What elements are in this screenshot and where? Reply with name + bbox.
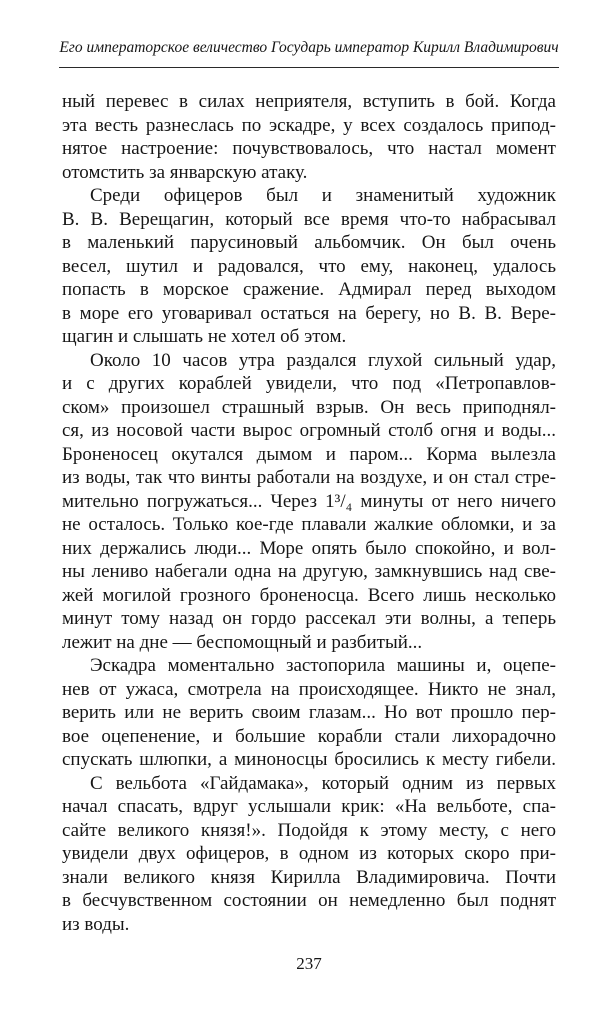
text-line: увидели двух офицеров, в одном из которых скоро при- [62,843,556,864]
text-line: Среди офицеров был и знаменитый художник [90,185,556,206]
text-line: ся, из носовой части вырос огромный столб огня и воды... [62,420,556,441]
text-line: в море его уговаривал остаться на берегу, но В. В. Вере- [62,302,556,324]
text-line: лежит на дне — беспомощный и разбитый... [62,631,423,653]
text-line: отомстить за январскую атаку. [62,161,308,183]
text-line: нятое настроение: почувствовалось, что настал момент [62,138,556,159]
body-text [62,90,556,936]
text-line: попасть в морское сражение. Адмирал перед выходом [62,279,556,300]
text-line: Эскадра моментально застопорила машины и, оцепе- [90,655,556,676]
text-line: из воды. [62,913,130,935]
text-line: из воды, так что винты работали на воздухе, и он стал стре- [62,467,556,488]
text-line: в маленький парусиновый альбомчик. Он был очень [62,232,556,253]
text-line: не осталось. Только кое-где плавали жалкие обломки, и за [62,514,556,535]
paragraph [62,654,556,772]
text-line: спускать шлюпки, а миноносцы бросились к месту гибели. [62,749,556,770]
text-line: верить или не верить своим глазам... Но вот прошло пер- [62,702,556,723]
text-line: ском» произошел страшный взрыв. Он весь приподнял- [62,396,556,418]
text-line: В. В. Верещагин, который все время что-то набрасывал [62,208,556,230]
text-line: ны лениво набегали одна на другую, замкнувшись над све- [62,561,556,582]
paragraph [62,90,556,184]
text-line: ный перевес в силах неприятеля, вступить в бой. Когда [62,91,556,112]
paragraph [62,184,556,349]
text-line: мительно погружаться... Через 1³/₄ минуты от него ничего [62,490,556,512]
text-line: знали великого князя Кирилла Владимировича. Почти [62,866,556,888]
text-line: Около 10 часов утра раздался глухой сильный удар, [90,349,556,371]
paragraph [62,349,556,655]
text-line: эта весть разнеслась по эскадре, у всех создалось припод- [62,114,556,136]
text-line: вое оцепенение, и большие корабли стали лихорадочно [62,725,556,747]
text-line: весел, шутил и радовался, что ему, наконец, удалось [62,255,556,277]
text-line: и с других кораблей увидели, что под «Петропавлов- [62,373,556,394]
running-head: Его императорское величество Государь император Кирилл Владимирович [59,39,559,56]
text-line: начал спасать, вдруг услышали крик: «На вельботе, спа- [62,796,556,817]
header-rule [59,67,559,68]
text-line: жей могилой грозного броненосца. Всего лишь несколько [62,584,556,606]
text-line: С вельбота «Гайдамака», который одним из первых [90,772,556,794]
text-line: сайте великого князя!». Подойдя к этому месту, с него [62,819,556,841]
paragraph [62,772,556,937]
text-line: Броненосец окутался дымом и паром... Корма вылезла [62,443,556,465]
text-line: нев от ужаса, смотрела на происходящее. Никто не знал, [62,678,556,700]
text-line: в бесчувственном состоянии он немедленно был поднят [62,890,556,911]
text-line: минут тому назад он гордо рассекал эти волны, а теперь [62,608,556,629]
page-number: 237 [296,954,322,973]
text-line: них держались люди... Море опять было спокойно, и вол- [62,537,556,559]
text-line: щагин и слышать не хотел об этом. [62,326,347,347]
